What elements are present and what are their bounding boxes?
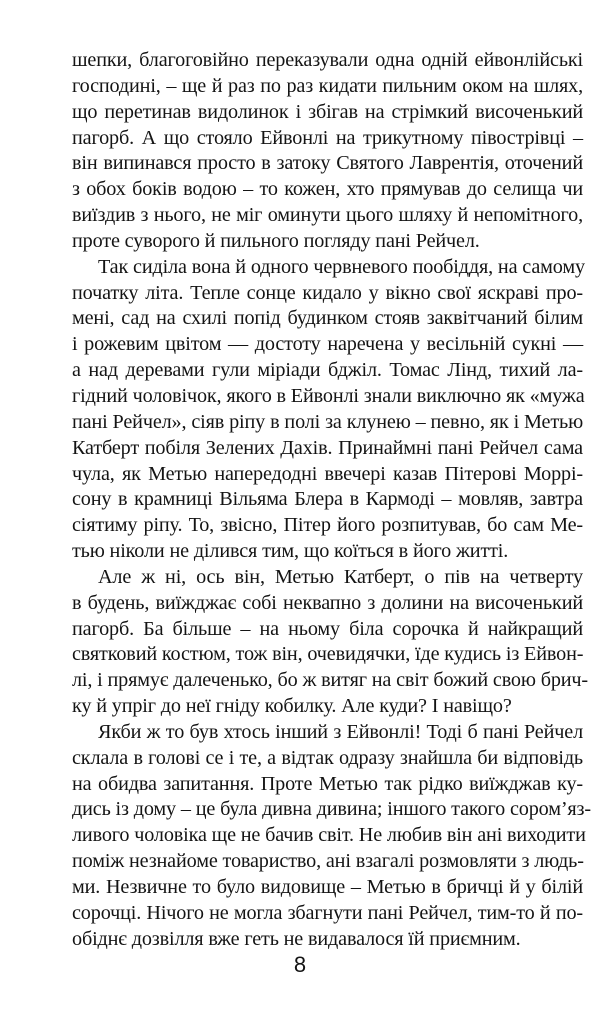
paragraph-4 xyxy=(72,720,591,953)
text-line: ливого чоловіка ще не бачив світ. Не любив він ані виходити xyxy=(72,824,586,847)
text-line: лі, і прямує далеченько, бо ж витяг на світ божий свою брич- xyxy=(72,669,589,692)
text-line: господині, – ще й раз по раз кидати пильним оком на шлях, xyxy=(72,74,583,97)
text-line: ку й упріг до неї гніду кобилку. Але куди? І навіщо? xyxy=(72,695,512,718)
text-line: і рожевим цвітом — достоту наречена у весільній сукні — xyxy=(72,333,583,356)
text-line: тью ніколи не ділився тим, що коїться в його житті. xyxy=(72,540,509,563)
text-line: Так сиділа вона й одного червневого пообіддя, на самому xyxy=(98,255,585,278)
text-line: в будень, виїжджає собі неквапно з долини на височенький xyxy=(72,591,583,614)
text-line: початку літа. Тепле сонце кидало у вікно свої яскраві про- xyxy=(72,281,583,304)
text-line: гідний чоловічок, якого в Ейвонлі знали виключно як «мужа xyxy=(72,384,585,407)
text-line: чула, як Метью напередодні ввечері казав Пітерові Моррі- xyxy=(72,462,583,485)
text-line: з обох боків водою – то кожен, хто прямував до селища чи xyxy=(72,178,583,201)
text-line: сіятиму ріпу. То, звісно, Пітер його розпитував, бо сам Ме- xyxy=(72,514,583,537)
text-line: святковий костюм, тож він, очевидячки, їде кудись із Ейвон- xyxy=(72,643,584,666)
text-line: проте суворого й пильного погляду пані Рейчел. xyxy=(72,229,480,252)
text-line: ми. Незвичне то було видовище – Метью в бричці й у білій xyxy=(72,876,583,898)
text-line: Якби ж то був хтось інший з Ейвонлі! Тоді б пані Рейчел xyxy=(98,720,583,743)
text-line: обіднє дозвілля вже геть не видавалося їй приємним. xyxy=(72,927,521,950)
text-line: сону в крамниці Вільяма Блера в Кармоді – мовляв, завтра xyxy=(72,488,583,511)
paragraph-1 xyxy=(72,48,583,255)
text-line: мені, сад на схилі попід будинком стояв заквітчаний білим xyxy=(72,307,583,330)
text-line: на обидва запитання. Проте Метью так рідко виїжджав ку- xyxy=(72,772,583,795)
text-line: він випинався просто в затоку Святого Лаврентія, оточений xyxy=(72,152,583,175)
paragraph-3 xyxy=(72,565,589,720)
page-body xyxy=(72,48,591,953)
text-line: виїздив з нього, не міг оминути цього шляху й непомітного, xyxy=(72,204,583,227)
text-line: а над деревами гули міріади бджіл. Томас Лінд, тихий ла- xyxy=(72,359,583,382)
text-line: що перетинав видолинок і збігав на стрімкий височенький xyxy=(72,100,583,123)
paragraph-2 xyxy=(72,255,583,565)
text-line: шепки, благоговійно переказували одна одній ейвонлійські xyxy=(72,49,583,71)
text-line: склала в голові се і те, а відтак одразу знайшла би відповідь xyxy=(72,746,583,769)
text-line: пагорб. Ба більше – на ньому біла сорочка й найкращий xyxy=(72,617,583,640)
text-line: поміж незнайоме товариство, ані взагалі розмовляти з людь- xyxy=(72,850,584,873)
text-line: пані Рейчел», сіяв ріпу в полі за клунею – певно, як і Метью xyxy=(72,410,583,433)
text-line: Катберт побіля Зелених Дахів. Принаймні пані Рейчел сама xyxy=(72,436,583,459)
text-line: сорочці. Нічого не могла збагнути пані Рейчел, тим-то й по- xyxy=(72,901,583,924)
text-line: пагорб. А що стояло Ейвонлі на трикутному півострівці – xyxy=(72,126,583,149)
page-number: 8 xyxy=(293,952,307,977)
text-line: Але ж ні, ось він, Метью Катберт, о пів на четверту xyxy=(98,565,583,588)
text-line: дись із дому – це була дивна дивина; іншого такого сором’яз- xyxy=(72,798,591,821)
